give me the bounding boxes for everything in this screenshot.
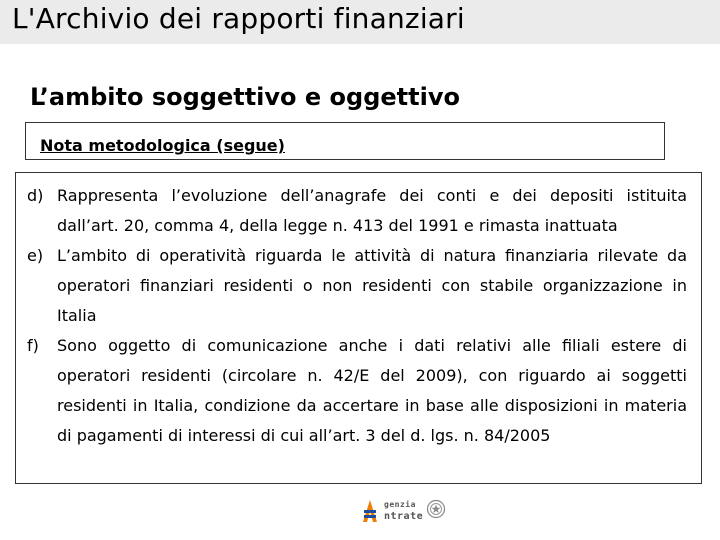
logo-letter-icon [362,499,378,523]
agenzia-entrate-logo [360,497,450,527]
list-item-text: Rappresenta l’evoluzione dell’anagrafe dei conti e dei depositi istituita dall’art. 20, comma 4, della legge n. 413 del 1991 e rimasta inattuata [57,186,687,235]
list-marker: d) [27,186,44,205]
list-item-text: Sono oggetto di comunicazione anche i dati relativi alle filiali estere di operatori residenti (circolare n. 42/E del 2009), con riguardo ai soggetti residenti in Italia, condizione da accertare in base alle disposizioni in materia di pagamenti di interessi di cui all’art. 3 del d. lgs. n. 84/2005 [57,336,687,445]
list-item-d [27,181,687,241]
content-box [15,172,702,484]
note-box [25,122,665,160]
list-item-e [27,241,687,331]
page-title: L'Archivio dei rapporti finanziari [12,2,465,35]
note-label: Nota metodologica (segue) [40,136,285,155]
title-bar [0,0,720,44]
logo-word-agenzia: genzia [384,500,416,509]
list-marker: e) [27,246,44,265]
section-subtitle: L’ambito soggettivo e oggettivo [30,83,460,111]
list-marker: f) [27,336,39,355]
list-item-f [27,331,687,451]
list-item-text: L’ambito di operatività riguarda le attività di natura finanziaria rilevate da operatori finanziari residenti o non residenti con stabile organizzazione in Italia [57,246,687,325]
italian-emblem-icon [426,499,446,519]
logo-word-entrate: ntrate [384,511,424,522]
